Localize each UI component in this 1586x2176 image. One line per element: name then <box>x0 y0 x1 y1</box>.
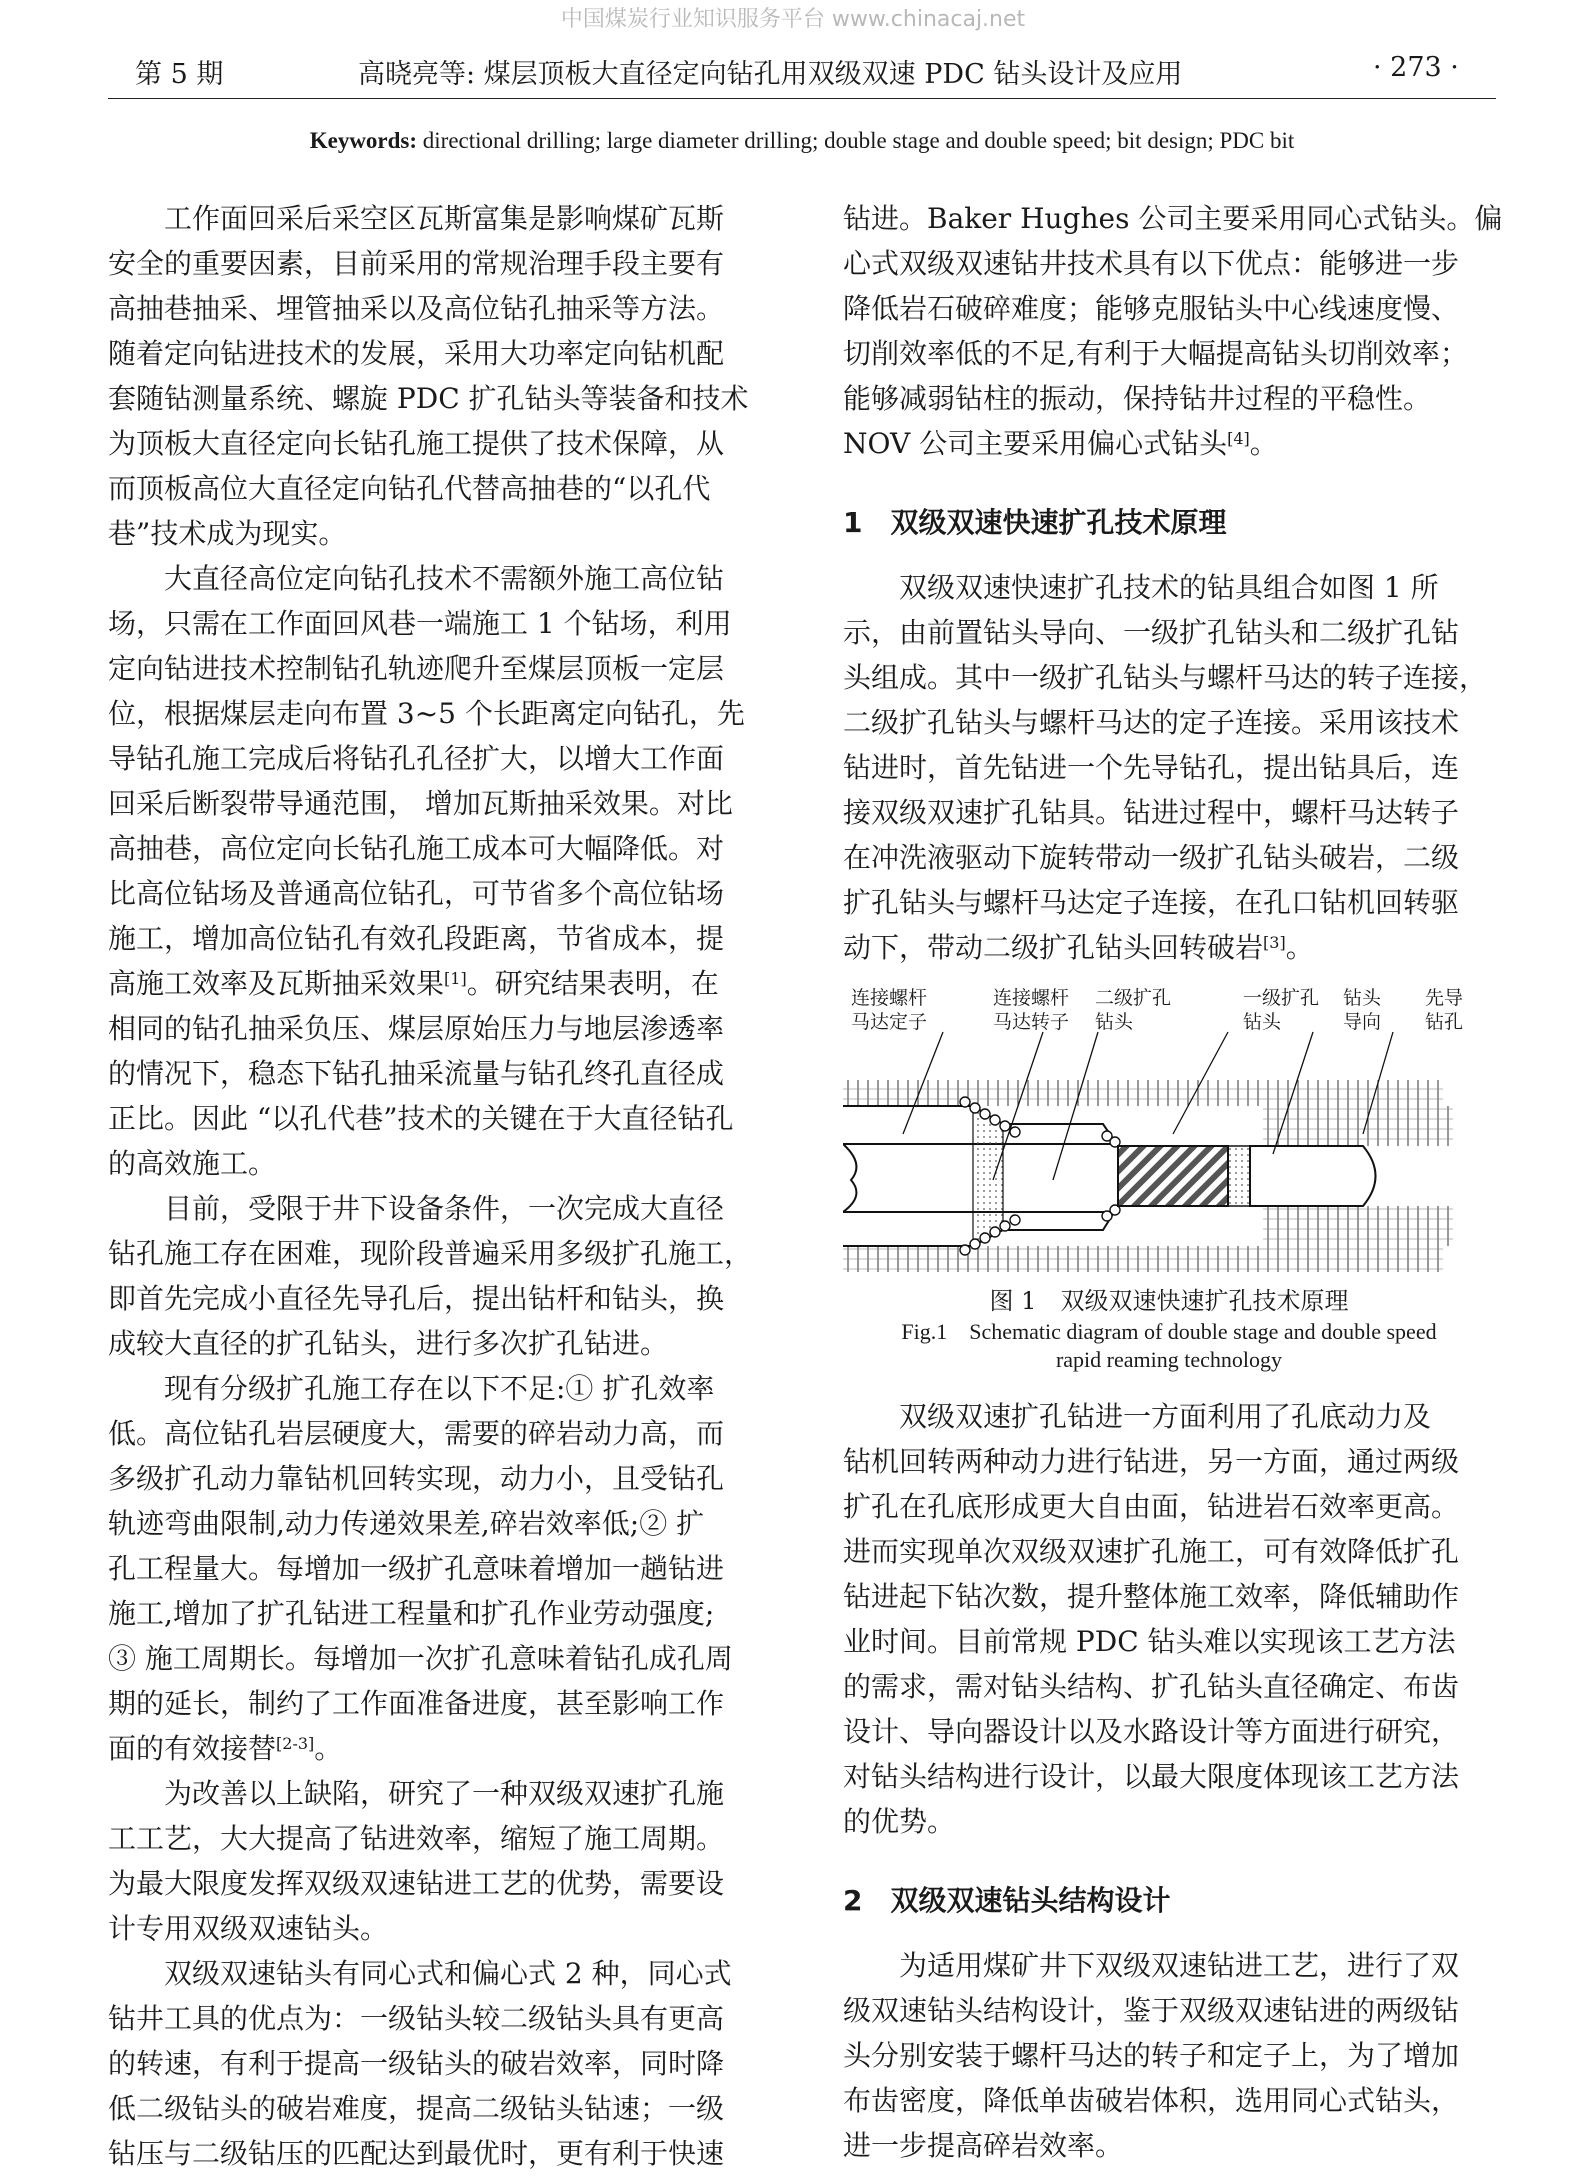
first-stage-reamer <box>1118 1146 1228 1206</box>
text-line: 级双速钻头结构设计，鉴于双级双速钻进的两级钻 <box>843 1994 1460 2027</box>
label-first-reamer-1: 一级扩孔 <box>1243 987 1320 1009</box>
text-line: 高抽巷，高位定向长钻孔施工成本可大幅降低。对 <box>108 832 725 865</box>
paragraph-structure-design <box>843 1943 1495 2168</box>
text-line: 扩孔在孔底形成更大自由面，钻进岩石效率更高。 <box>843 1490 1460 1523</box>
text-line: 随着定向钻进技术的发展，采用大功率定向钻机配 <box>108 337 725 370</box>
citation: [1] <box>444 969 467 988</box>
text-line: 钻进时，首先钻进一个先导钻孔，提出钻具后，连 <box>843 751 1460 784</box>
paragraph-principle <box>843 565 1495 970</box>
text-line: 头分别安装于螺杆马达的转子和定子上，为了增加 <box>843 2039 1460 2072</box>
paragraph-gas-control <box>108 196 760 556</box>
text-line: 安全的重要因素，目前采用的常规治理手段主要有 <box>108 247 725 280</box>
text-line: 为改善以上缺陷，研究了一种双级双速扩孔施 <box>164 1777 725 1810</box>
text-line: 大直径高位定向钻孔技术不需额外施工高位钻 <box>164 562 725 595</box>
paragraph-multistage-reaming <box>108 1186 760 1366</box>
text-line: 扩孔钻头与螺杆马达定子连接，在孔口钻机回转驱 <box>843 886 1460 919</box>
spacer <box>843 1844 1495 1878</box>
text-line <box>108 961 760 1006</box>
text-line: 工作面回采后采空区瓦斯富集是影响煤矿瓦斯 <box>164 202 725 235</box>
text-line: 正比。因此 “以孔代巷”技术的关键在于大直径钻孔 <box>108 1102 734 1135</box>
rock-top <box>843 1080 1443 1106</box>
citation: [2-3] <box>276 1734 315 1753</box>
text-line <box>843 925 1495 970</box>
text-line: 能够减弱钻柱的振动，保持钻井过程的平稳性。 <box>843 382 1432 415</box>
text-line: 为最大限度发挥双级双速钻进工艺的优势，需要设 <box>108 1867 725 1900</box>
bit-guide <box>1250 1146 1376 1206</box>
text-line: 钻压与二级钻压的匹配达到最优时，更有利于快速 <box>108 2137 725 2170</box>
text-line: 计专用双级双速钻头。 <box>108 1912 389 1945</box>
text-line: 钻井工具的优点为：一级钻头较二级钻头具有更高 <box>108 2002 725 2035</box>
paragraph-shortcomings <box>108 1366 760 1771</box>
label-stator-1: 连接螺杆 <box>851 987 928 1009</box>
text-line: 成较大直径的扩孔钻头，进行多次扩孔钻进。 <box>108 1327 669 1360</box>
rock-pilot-lower <box>1263 1206 1453 1246</box>
label-guide-1: 钻头 <box>1343 987 1382 1009</box>
text-run: 面的有效接替 <box>108 1732 277 1765</box>
text-line: 场，只需在工作面回风巷一端施工 1 个钻场，利用 <box>108 607 732 640</box>
section-heading-2: 2 双级双速钻头结构设计 <box>843 1884 1171 1917</box>
figure-caption-en: Fig.1 Schematic diagram of double stage and double speed <box>901 1319 1437 1344</box>
text-line: 进一步提高碎岩效率。 <box>843 2129 1124 2162</box>
text-line: 高抽巷抽采、埋管抽采以及高位钻孔抽采等方法。 <box>108 292 725 325</box>
text-line: 定向钻进技术控制钻孔轨迹爬升至煤层顶板一定层 <box>108 652 725 685</box>
paragraph-eccentric-bit <box>843 196 1503 466</box>
right-column <box>843 196 1503 2168</box>
text-line: 在冲洗液驱动下旋转带动一级扩孔钻头破岩，二级 <box>843 841 1460 874</box>
label-pilot-1: 先导 <box>1425 987 1464 1009</box>
text-line: 钻进起下钻次数，提升整体施工效率，降低辅助作 <box>843 1580 1460 1613</box>
text-line: 业时间。目前常规 PDC 钻头难以实现该工艺方法 <box>843 1625 1456 1658</box>
text-line: 即首先完成小直径先导孔后，提出钻杆和钻头，换 <box>108 1282 725 1315</box>
label-stator-2: 马达定子 <box>851 1011 928 1033</box>
text-line: 期的延长，制约了工作面准备进度，甚至影响工作 <box>108 1687 725 1720</box>
text-line: 钻进。Baker Hughes 公司主要采用同心式钻头。偏 <box>843 202 1503 235</box>
keywords-text: directional drilling; large diameter drilling; double stage and double speed; bit design; PDC bit <box>422 128 1295 153</box>
text-line: 示，由前置钻头导向、一级扩孔钻头和二级扩孔钻 <box>843 616 1460 649</box>
text-line: 为顶板大直径定向长钻孔施工提供了技术保障，从 <box>108 427 725 460</box>
label-second-reamer-2: 钻头 <box>1095 1011 1134 1033</box>
text-line: 而顶板高位大直径定向钻孔代替高抽巷的“以孔代 <box>108 472 711 505</box>
text-line: 轨迹弯曲限制,动力传递效果差,碎岩效率低;② 扩 <box>108 1507 705 1540</box>
text-line: 双级双速快速扩孔技术的钻具组合如图 1 所 <box>899 571 1439 604</box>
paragraph-bit-types <box>108 1951 760 2176</box>
issue-number: 第 5 期 <box>135 59 224 90</box>
label-rotor-2: 马达转子 <box>993 1011 1070 1033</box>
text-line: 导钻孔施工完成后将钻孔孔径扩大，以增大工作面 <box>108 742 725 775</box>
text-line: 钻机回转两种动力进行钻进，另一方面，通过两级 <box>843 1445 1460 1478</box>
text-line: 的优势。 <box>843 1805 956 1838</box>
label-guide-2: 导向 <box>1343 1011 1382 1033</box>
text-line: 的情况下，稳态下钻孔抽采流量与钻孔终孔直径成 <box>108 1057 725 1090</box>
paragraph-improvement <box>108 1771 760 1951</box>
figure-caption-cn: 图 1 双级双速快速扩孔技术原理 <box>989 1287 1349 1315</box>
text-line: 回采后断裂带导通范围， 增加瓦斯抽采效果。对比 <box>108 787 733 820</box>
text-run: 。 <box>314 1732 343 1765</box>
keywords-label: Keywords: <box>309 128 418 153</box>
text-line: 巷”技术成为现实。 <box>108 517 347 550</box>
text-line <box>108 1726 760 1771</box>
header-rule <box>108 98 1496 99</box>
section-heading-1: 1 双级双速快速扩孔技术原理 <box>843 506 1227 539</box>
spacer <box>843 1374 1495 1394</box>
text-line: 施工，增加高位钻孔有效孔段距离，节省成本，提 <box>108 922 725 955</box>
text-line: 对钻头结构进行设计，以最大限度体现该工艺方法 <box>843 1760 1460 1793</box>
label-second-reamer-1: 二级扩孔 <box>1095 987 1172 1009</box>
text-run: 高施工效率及瓦斯抽采效果 <box>108 967 445 1000</box>
text-run: 。研究结果表明，在 <box>466 967 719 1000</box>
text-line: 头组成。其中一级扩孔钻头与螺杆马达的转子连接， <box>843 661 1488 694</box>
text-run: NOV 公司主要采用偏心式钻头 <box>843 427 1228 460</box>
text-line: ③ 施工周期长。每增加一次扩孔意味着钻孔成孔周 <box>108 1642 733 1675</box>
text-line: 多级扩孔动力靠钻机回转实现，动力小，且受钻孔 <box>108 1462 725 1495</box>
text-line: 布齿密度，降低单齿破岩体积，选用同心式钻头， <box>843 2084 1460 2117</box>
text-run: 动下，带动二级扩孔钻头回转破岩 <box>843 931 1264 964</box>
text-line: 位，根据煤层走向布置 3~5 个长距离定向钻孔，先 <box>108 697 745 730</box>
text-line: 双级双速钻头有同心式和偏心式 2 种，同心式 <box>164 1957 732 1990</box>
citation: [4] <box>1227 429 1250 448</box>
rock-bottom <box>843 1246 1443 1272</box>
text-line: 低。高位钻孔岩层硬度大，需要的碎岩动力高，而 <box>108 1417 725 1450</box>
text-line: 的转速，有利于提高一级钻头的破岩效率，同时降 <box>108 2047 725 2080</box>
text-line: 套随钻测量系统、螺旋 PDC 扩孔钻头等装备和技术 <box>108 382 749 415</box>
text-line: 现有分级扩孔施工存在以下不足:① 扩孔效率 <box>164 1372 715 1405</box>
text-line: 相同的钻孔抽采负压、煤层原始压力与地层渗透率 <box>108 1012 725 1045</box>
label-rotor-1: 连接螺杆 <box>993 987 1070 1009</box>
rock-pilot-upper <box>1263 1106 1453 1146</box>
text-line: 切削效率低的不足,有利于大幅提高钻头切削效率； <box>843 337 1468 370</box>
left-column <box>108 196 760 2176</box>
text-line: 降低岩石破碎难度；能够克服钻头中心线速度慢、 <box>843 292 1460 325</box>
spacer <box>843 545 1495 565</box>
figure-caption-en-2: rapid reaming technology <box>1055 1347 1283 1372</box>
keywords <box>108 128 1496 154</box>
text-line: 的高效施工。 <box>108 1147 277 1180</box>
text-line: 的需求，需对钻头结构、扩孔钻头直径确定、布齿 <box>843 1670 1460 1703</box>
text-line: 施工,增加了扩孔钻进工程量和扩孔作业劳动强度; <box>108 1597 715 1630</box>
text-line: 进而实现单次双级双速扩孔施工，可有效降低扩孔 <box>843 1535 1460 1568</box>
text-line: 目前，受限于井下设备条件，一次完成大直径 <box>164 1192 725 1225</box>
spacer <box>843 466 1495 500</box>
drilling-diagram <box>843 984 1495 1284</box>
watermark: 中国煤炭行业知识服务平台 www.chinacaj.net <box>560 7 1026 32</box>
second-stage-reamer <box>973 1106 1003 1246</box>
text-run: 。 <box>1285 931 1314 964</box>
text-line: 工工艺，大大提高了钻进效率，缩短了施工周期。 <box>108 1822 725 1855</box>
text-line: 孔工程量大。每增加一级扩孔意味着增加一趟钻进 <box>108 1552 725 1585</box>
label-first-reamer-2: 钻头 <box>1243 1011 1282 1033</box>
text-line: 接双级双速扩孔钻具。钻进过程中，螺杆马达转子 <box>843 796 1460 829</box>
page-number: · 273 · <box>1373 52 1459 83</box>
text-line: 低二级钻头的破岩难度，提高二级钻头钻速；一级 <box>108 2092 725 2125</box>
text-line: 钻孔施工存在困难，现阶段普遍采用多级扩孔施工， <box>108 1237 753 1270</box>
text-run: 。 <box>1249 427 1278 460</box>
text-line: 心式双级双速钻井技术具有以下优点：能够进一步 <box>843 247 1460 280</box>
paragraph-high-level-drilling <box>108 556 760 1186</box>
paragraph-advantages <box>843 1394 1495 1844</box>
first-stage-reamer-face <box>1228 1146 1250 1206</box>
spacer <box>843 1923 1495 1943</box>
running-title: 高晓亮等: 煤层顶板大直径定向钻孔用双级双速 PDC 钻头设计及应用 <box>358 59 1183 90</box>
figure-1-diagram <box>843 984 1495 1284</box>
label-pilot-2: 钻孔 <box>1425 1011 1464 1033</box>
text-line: 为适用煤矿井下双级双速钻进工艺，进行了双 <box>899 1949 1460 1982</box>
text-line: 比高位钻场及普通高位钻孔，可节省多个高位钻场 <box>108 877 725 910</box>
text-line: 设计、导向器设计以及水路设计等方面进行研究， <box>843 1715 1460 1748</box>
text-line <box>843 421 1495 466</box>
citation: [3] <box>1263 933 1286 952</box>
text-line: 双级双速扩孔钻进一方面利用了孔底动力及 <box>899 1400 1432 1433</box>
text-line: 二级扩孔钻头与螺杆马达的定子连接。采用该技术 <box>843 706 1460 739</box>
